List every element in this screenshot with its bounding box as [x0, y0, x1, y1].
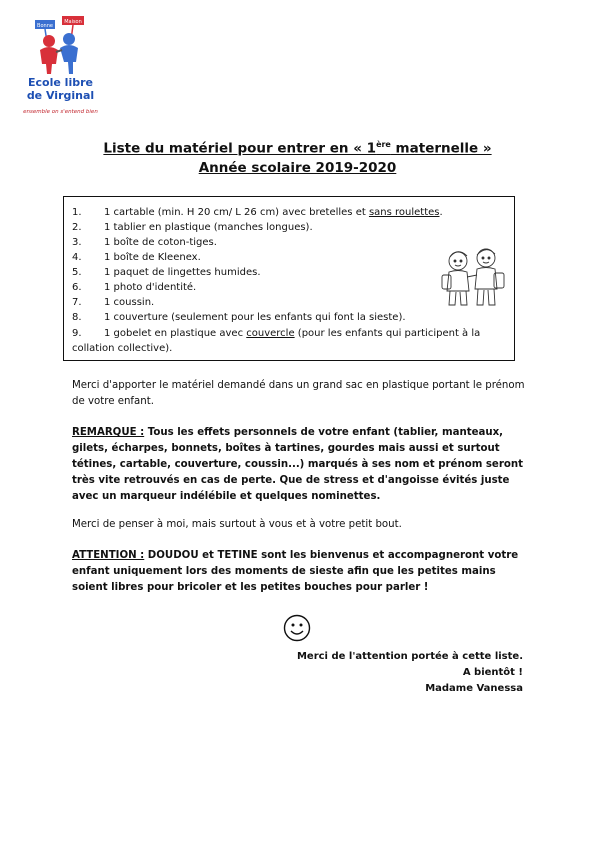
item-number: 8. — [72, 312, 82, 323]
list-item — [72, 328, 480, 340]
page-subtitle: Année scolaire 2019-2020 — [198, 160, 397, 176]
remarque-paragraph — [72, 425, 532, 505]
logo-sign-right: Maison — [64, 19, 82, 25]
item-number: 6. — [72, 282, 82, 293]
list-item — [72, 297, 154, 309]
item-number: 4. — [72, 252, 82, 263]
item-text: 1 coussin. — [104, 297, 155, 308]
list-item — [72, 282, 196, 294]
item-text: 1 couverture (seulement pour les enfants qui font la sieste). — [104, 312, 406, 323]
item-number: 2. — [72, 222, 82, 233]
item-text: 1 boîte de coton-tiges. — [104, 237, 217, 248]
remarque-label: REMARQUE : — [72, 427, 145, 438]
title-post: maternelle » — [390, 140, 492, 157]
list-item — [72, 207, 443, 219]
item-number: 5. — [72, 267, 82, 278]
merci-paragraph: Merci de penser à moi, mais surtout à vous et à votre petit bout. — [72, 519, 402, 530]
item-number: 3. — [72, 237, 82, 248]
attention-paragraph — [72, 548, 532, 596]
item-text: collation collective). — [72, 343, 173, 354]
attention-text: DOUDOU et TETINE sont les bienvenus et accompagneront votre enfant uniquement lors des moments de sieste afin que les petites mains soient libres pour bricoler et les petites bouches pour parler ! — [72, 550, 519, 593]
children-logo-icon — [18, 14, 103, 76]
list-item — [72, 237, 217, 249]
item-text: 1 paquet de lingettes humides. — [104, 267, 261, 278]
item-text-after: (pour les enfants qui participent à la — [294, 328, 481, 339]
list-item — [72, 252, 201, 264]
list-item — [72, 267, 261, 279]
title-pre: Liste du matériel pour entrer en « 1 — [103, 140, 377, 157]
materials-list-box — [63, 196, 515, 361]
school-logo — [18, 14, 103, 124]
closing-thanks: Merci de l'attention portée à cette liste. — [296, 651, 523, 662]
item-text: 1 tablier en plastique (manches longues). — [104, 222, 313, 233]
closing-bientot: A bientôt ! — [462, 667, 523, 678]
item-text: 1 photo d'identité. — [104, 282, 197, 293]
item-underlined-text: couvercle — [246, 328, 295, 339]
list-item-continuation — [72, 343, 172, 355]
item-number: 9. — [72, 328, 82, 339]
item-underlined-text: sans roulettes — [368, 207, 440, 218]
school-name-line1: Ecole libre — [28, 76, 93, 89]
school-tagline: ensemble on s'entend bien — [23, 109, 98, 115]
smiley-icon — [283, 614, 311, 642]
item-text-after: . — [439, 207, 443, 218]
title-sup: ère — [376, 140, 391, 149]
list-item — [72, 222, 313, 234]
school-name-line2: de Virginal — [26, 89, 95, 102]
attention-label: ATTENTION : — [72, 550, 145, 561]
page-title — [0, 140, 595, 157]
signature-name: Madame Vanessa — [425, 683, 523, 694]
logo-sign-left: Bonne — [37, 23, 53, 29]
item-number: 7. — [72, 297, 82, 308]
children-illustration-icon — [436, 245, 510, 311]
item-text: 1 boîte de Kleenex. — [104, 252, 201, 263]
item-text: 1 cartable (min. H 20 cm/ L 26 cm) avec bretelles et — [104, 207, 369, 218]
item-text: 1 gobelet en plastique avec — [104, 328, 247, 339]
item-number: 1. — [72, 207, 82, 218]
remarque-text: Tous les effets personnels de votre enfant (tablier, manteaux, gilets, écharpes, bonnets, boîtes à tartines, gourdes mais aussi et surtout tétines, cartable, couverture, coussin...) marqués à ses nom et prénom seront très vite retrouvés en cas de perte. Que de stress et d'angoisse évités juste avec un marqueur indélébile et quelques nominettes. — [72, 427, 523, 502]
intro-paragraph: Merci d'apporter le matériel demandé dans un grand sac en plastique portant le prénom de votre enfant. — [72, 380, 525, 407]
list-item — [72, 312, 406, 324]
